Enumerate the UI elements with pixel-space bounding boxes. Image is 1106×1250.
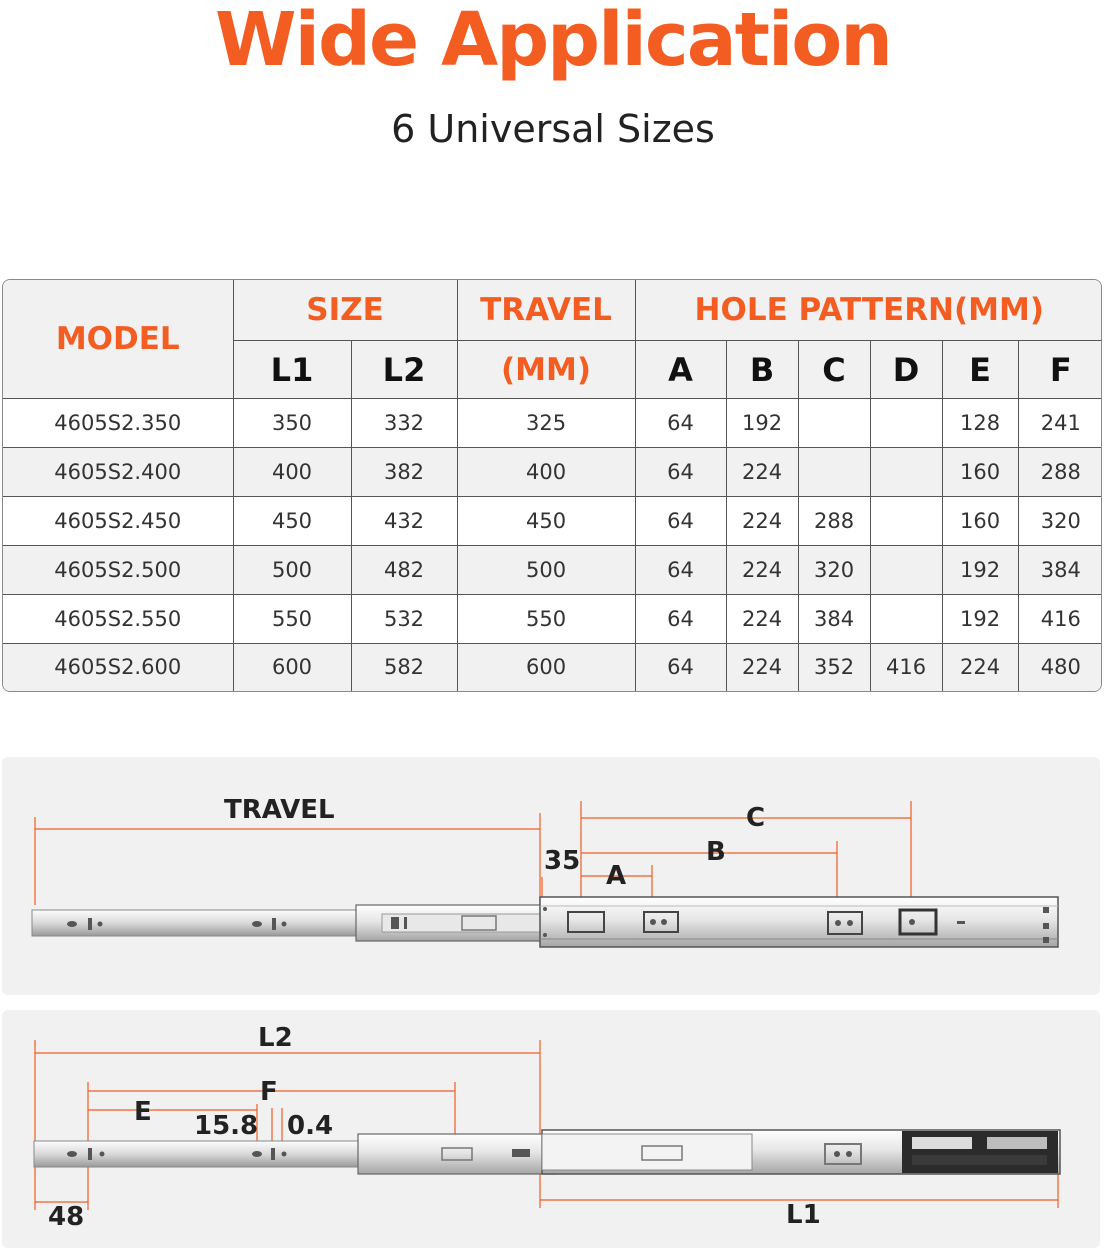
d-cell	[870, 545, 942, 594]
travel-unit-header: (MM)	[457, 341, 635, 399]
d-header: D	[870, 341, 942, 399]
b-cell: 224	[726, 545, 798, 594]
model-cell: 4605S2.500	[3, 545, 233, 594]
l1-cell: 500	[233, 545, 351, 594]
c-cell: 288	[798, 496, 870, 545]
closed-slide-diagram	[2, 1010, 1100, 1248]
l1-cell: 600	[233, 643, 351, 691]
d-cell	[870, 447, 942, 496]
a-cell: 64	[635, 447, 726, 496]
f-cell: 384	[1018, 545, 1102, 594]
c-cell	[798, 399, 870, 448]
l1-label: L1	[786, 1200, 821, 1230]
l1-cell: 550	[233, 594, 351, 643]
travel-cell: 450	[457, 496, 635, 545]
l1-header: L1	[233, 341, 351, 399]
e-cell: 128	[942, 399, 1018, 448]
travel-cell: 550	[457, 594, 635, 643]
a-header: A	[635, 341, 726, 399]
l2-cell: 482	[351, 545, 457, 594]
table-row	[3, 447, 1102, 496]
model-cell: 4605S2.400	[3, 447, 233, 496]
f-cell: 480	[1018, 643, 1102, 691]
table-row	[3, 496, 1102, 545]
model-cell: 4605S2.550	[3, 594, 233, 643]
f-header: F	[1018, 341, 1102, 399]
f-cell: 416	[1018, 594, 1102, 643]
b-cell: 224	[726, 496, 798, 545]
dim-35-label: 35	[544, 846, 581, 876]
e-label: E	[134, 1097, 152, 1127]
closed-slide-drawing	[2, 1010, 1100, 1248]
b-header: B	[726, 341, 798, 399]
e-cell: 192	[942, 594, 1018, 643]
spec-table	[2, 279, 1102, 692]
travel-cell: 325	[457, 399, 635, 448]
b-cell: 192	[726, 399, 798, 448]
slide-rail	[34, 1130, 1060, 1174]
extended-slide-diagram	[2, 757, 1100, 995]
dim-15-8-label: 15.8	[194, 1111, 259, 1141]
d-cell	[870, 399, 942, 448]
l2-cell: 382	[351, 447, 457, 496]
a-cell: 64	[635, 399, 726, 448]
f-cell: 241	[1018, 399, 1102, 448]
l1-cell: 450	[233, 496, 351, 545]
dim-0-4-label: 0.4	[287, 1111, 334, 1141]
travel-header: TRAVEL	[457, 280, 635, 341]
c-header: C	[798, 341, 870, 399]
table-row	[3, 594, 1102, 643]
model-cell: 4605S2.600	[3, 643, 233, 691]
l1-cell: 400	[233, 447, 351, 496]
c-cell: 352	[798, 643, 870, 691]
b-label: B	[706, 837, 726, 867]
a-label: A	[606, 861, 627, 891]
l2-cell: 332	[351, 399, 457, 448]
a-cell: 64	[635, 496, 726, 545]
size-header: SIZE	[233, 280, 457, 341]
dimension-lines	[35, 1040, 1058, 1210]
a-cell: 64	[635, 643, 726, 691]
e-cell: 192	[942, 545, 1018, 594]
hole-pattern-header: HOLE PATTERN(MM)	[635, 280, 1102, 341]
d-cell: 416	[870, 643, 942, 691]
travel-cell: 400	[457, 447, 635, 496]
page-title: Wide Application	[215, 0, 891, 83]
travel-cell: 500	[457, 545, 635, 594]
l2-label: L2	[258, 1023, 293, 1053]
f-cell: 320	[1018, 496, 1102, 545]
c-cell: 384	[798, 594, 870, 643]
model-cell: 4605S2.450	[3, 496, 233, 545]
a-cell: 64	[635, 594, 726, 643]
c-cell	[798, 447, 870, 496]
dimension-lines	[35, 801, 911, 909]
l2-cell: 432	[351, 496, 457, 545]
e-cell: 160	[942, 496, 1018, 545]
model-cell: 4605S2.350	[3, 399, 233, 448]
l1-cell: 350	[233, 399, 351, 448]
e-cell: 160	[942, 447, 1018, 496]
model-header: MODEL	[3, 280, 233, 399]
f-cell: 288	[1018, 447, 1102, 496]
extended-slide-drawing	[2, 757, 1100, 995]
a-cell: 64	[635, 545, 726, 594]
table-row	[3, 399, 1102, 448]
e-header: E	[942, 341, 1018, 399]
table-row	[3, 643, 1102, 691]
travel-cell: 600	[457, 643, 635, 691]
c-cell: 320	[798, 545, 870, 594]
b-cell: 224	[726, 643, 798, 691]
page-subtitle: 6 Universal Sizes	[391, 107, 715, 151]
l2-header: L2	[351, 341, 457, 399]
b-cell: 224	[726, 594, 798, 643]
f-label: F	[260, 1077, 278, 1107]
slide-rail	[32, 897, 1058, 947]
d-cell	[870, 594, 942, 643]
travel-label: TRAVEL	[224, 795, 335, 825]
b-cell: 224	[726, 447, 798, 496]
c-label: C	[746, 803, 766, 833]
l2-cell: 532	[351, 594, 457, 643]
l2-cell: 582	[351, 643, 457, 691]
e-cell: 224	[942, 643, 1018, 691]
dim-48-label: 48	[48, 1202, 85, 1232]
d-cell	[870, 496, 942, 545]
table-row	[3, 545, 1102, 594]
